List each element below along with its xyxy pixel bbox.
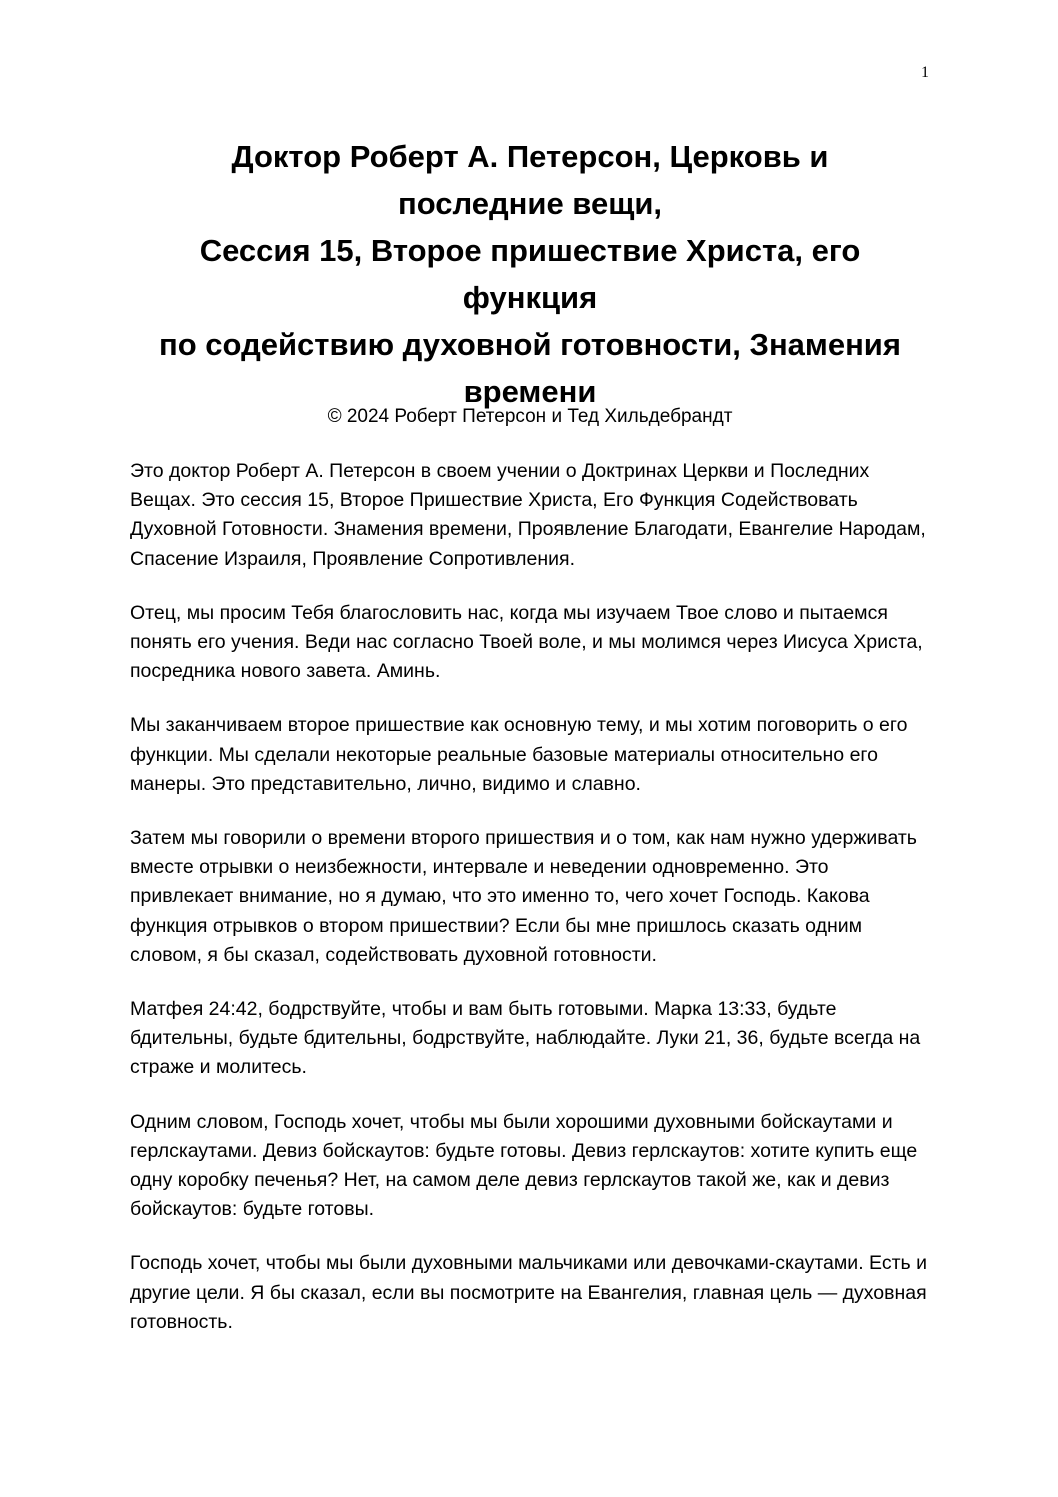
paragraph: Господь хочет, чтобы мы были духовными мальчиками или девочками-скаутами. Есть и другие цели. Я бы сказал, если вы посмотрите на Евангелия, главная цель — духовная готовность. bbox=[130, 1252, 927, 1333]
title-line: функция bbox=[462, 280, 598, 315]
paragraph: Матфея 24:42, бодрствуйте, чтобы и вам быть готовыми. Марка 13:33, будьте бдительны, будьте бдительны, бодрствуйте, наблюдайте. Луки 21, 36, будьте всегда на страже и молитесь. bbox=[130, 998, 921, 1079]
paragraph: Мы заканчиваем второе пришествие как основную тему, и мы хотим поговорить о его функции. Мы сделали некоторые реальные базовые материалы относительно его манеры. Это представительно, лично, видимо и славно. bbox=[130, 714, 908, 795]
page-number: 1 bbox=[921, 64, 929, 81]
paragraph: Отец, мы просим Тебя благословить нас, когда мы изучаем Твое слово и пытаемся понять его учения. Веди нас согласно Твоей воле, и мы молимся через Иисуса Христа, посредника нового завета. Аминь. bbox=[130, 601, 923, 683]
title-line: последние вещи, bbox=[397, 186, 663, 221]
title-line: по содействию духовной готовности, Знамения bbox=[159, 327, 901, 362]
title-line: времени bbox=[463, 374, 597, 409]
document-body bbox=[130, 457, 930, 1362]
document-title bbox=[120, 133, 940, 415]
paragraph: Это доктор Роберт А. Петерсон в своем учении о Доктринах Церкви и Последних Вещах. Это сессия 15, Второе Пришествие Христа, Его Функция Содействовать Духовной Готовности. Знамения времени, Проявление Благодати, Евангелие Народам, Спасение Израиля, Проявление Сопротивления. bbox=[130, 460, 926, 570]
paragraph: Одним словом, Господь хочет, чтобы мы были хорошими духовными бойскаутами и герлскаутами. Девиз бойскаутов: будьте готовы. Девиз герлскаутов: хотите купить еще одну коробку печенья? Нет, на самом деле девиз герлскаутов такой же, как и девиз бойскаутов: будьте готовы. bbox=[130, 1110, 918, 1221]
title-line: Доктор Роберт А. Петерсон, Церковь и bbox=[231, 139, 829, 174]
copyright-line: © 2024 Роберт Петерсон и Тед Хильдебрандт bbox=[327, 406, 733, 427]
paragraph: Затем мы говорили о времени второго пришествия и о том, как нам нужно удерживать вместе отрывки о неизбежности, интервале и неведении одновременно. Это привлекает внимание, но я думаю, что это именно то, чего хочет Господь. Какова функция отрывков о втором пришествии? Если бы мне пришлось сказать одним словом, я бы сказал, содействовать духовной готовности. bbox=[130, 827, 917, 966]
title-line: Сессия 15, Второе пришествие Христа, его bbox=[199, 233, 861, 268]
